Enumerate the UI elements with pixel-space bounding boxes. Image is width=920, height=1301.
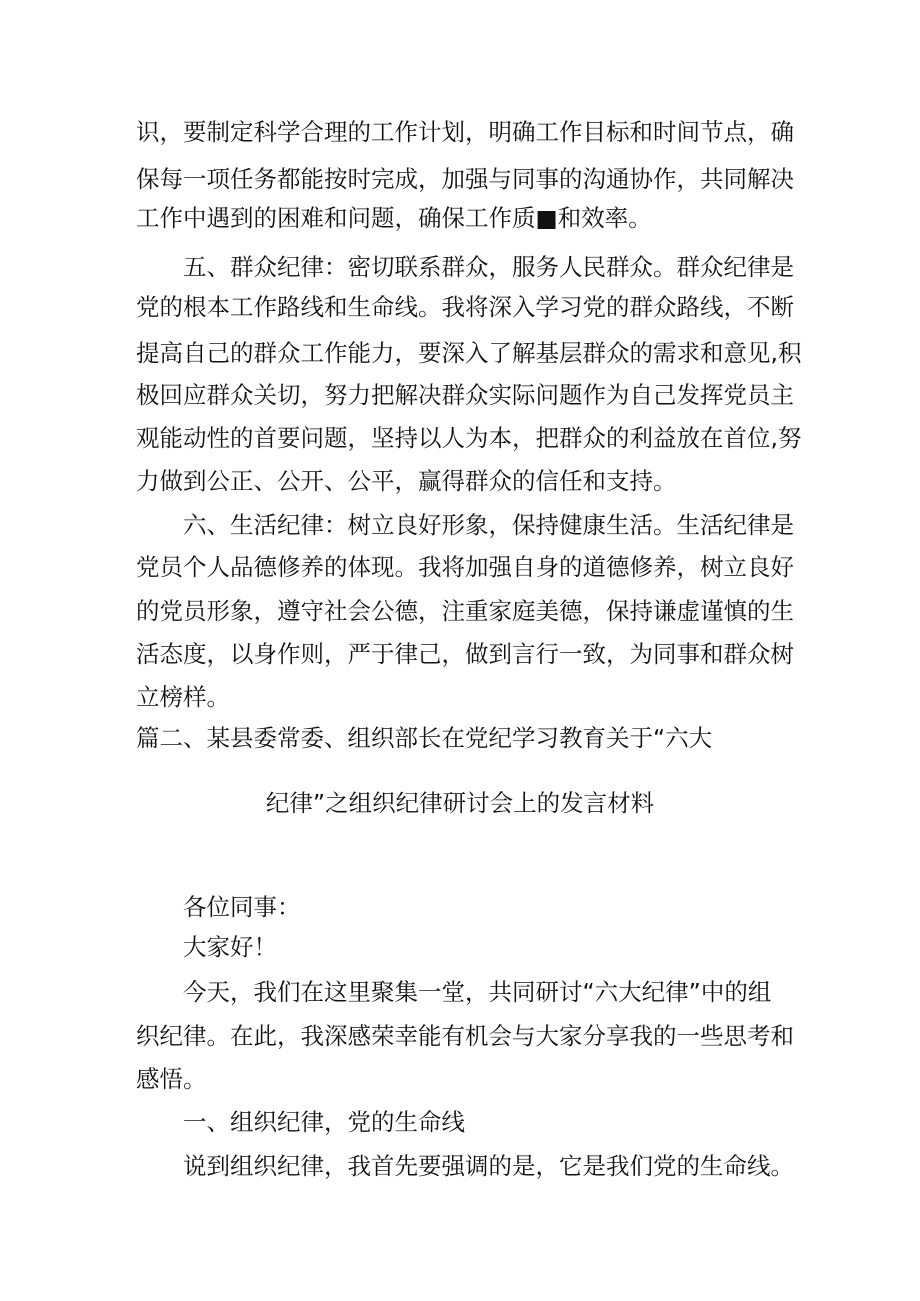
text-line: 党员个人品德修养的体现。我将加强自身的道德修养，树立良好 [136,553,794,581]
text-line: 极回应群众关切，努力把解决群众实际问题作为自己发挥党员主 [136,381,794,409]
text-line: 说到组织纪律，我首先要强调的是，它是我们党的生命线。 [183,1152,794,1180]
speech-intro-line: 感悟。 [136,1065,207,1093]
text-line: 保每一项任务都能按时完成，加强与同事的沟通协作，共同解决 [136,165,794,193]
text-line: 活态度，以身作则，严于律己，做到言行一致，为同事和群众树 [136,640,794,668]
text-line: 的党员形象，遵守社会公德，注重家庭美德，保持谦虚谨慎的生 [136,597,794,625]
speech-hello: 大家好！ [183,933,277,961]
text-line: 力做到公正、公开、公平，赢得群众的信任和支持。 [136,467,677,495]
paragraph-heading-six: 六、生活纪律：树立良好形象，保持健康生活。生活纪律是 [183,511,794,539]
text-line: 立榜样。 [136,683,230,711]
paragraph-heading-five: 五、群众纪律：密切联系群众，服务人民群众。群众纪律是 [183,253,794,281]
document-title-line2: 纪律”之组织纪律研讨会上的发言材料 [265,789,655,817]
speech-intro-line: 今天，我们在这里聚集一堂，共同研讨“六大纪律”中的组 [183,978,772,1006]
text-line: 提高自己的群众工作能力，要深入了解基层群众的需求和意见,积 [136,339,802,367]
speech-greeting: 各位同事： [183,893,301,921]
text-line: 观能动性的首要问题，坚持以人为本，把群众的利益放在首位,努 [136,424,802,452]
document-title-line1: 篇二、某县委常委、组织部长在党纪学习教育关于“六大 [136,724,713,752]
text-line: 工作中遇到的困难和问题，确保工作质■和效率。 [136,204,652,232]
text-line: 党的根本工作路线和生命线。我将深入学习党的群众路线，不断 [136,293,794,321]
section-heading-one: 一、组织纪律，党的生命线 [183,1108,465,1136]
text-line: 识，要制定科学合理的工作计划，明确工作目标和时间节点，确 [136,118,794,146]
speech-intro-line: 织纪律。在此，我深感荣幸能有机会与大家分享我的一些思考和 [136,1022,794,1050]
